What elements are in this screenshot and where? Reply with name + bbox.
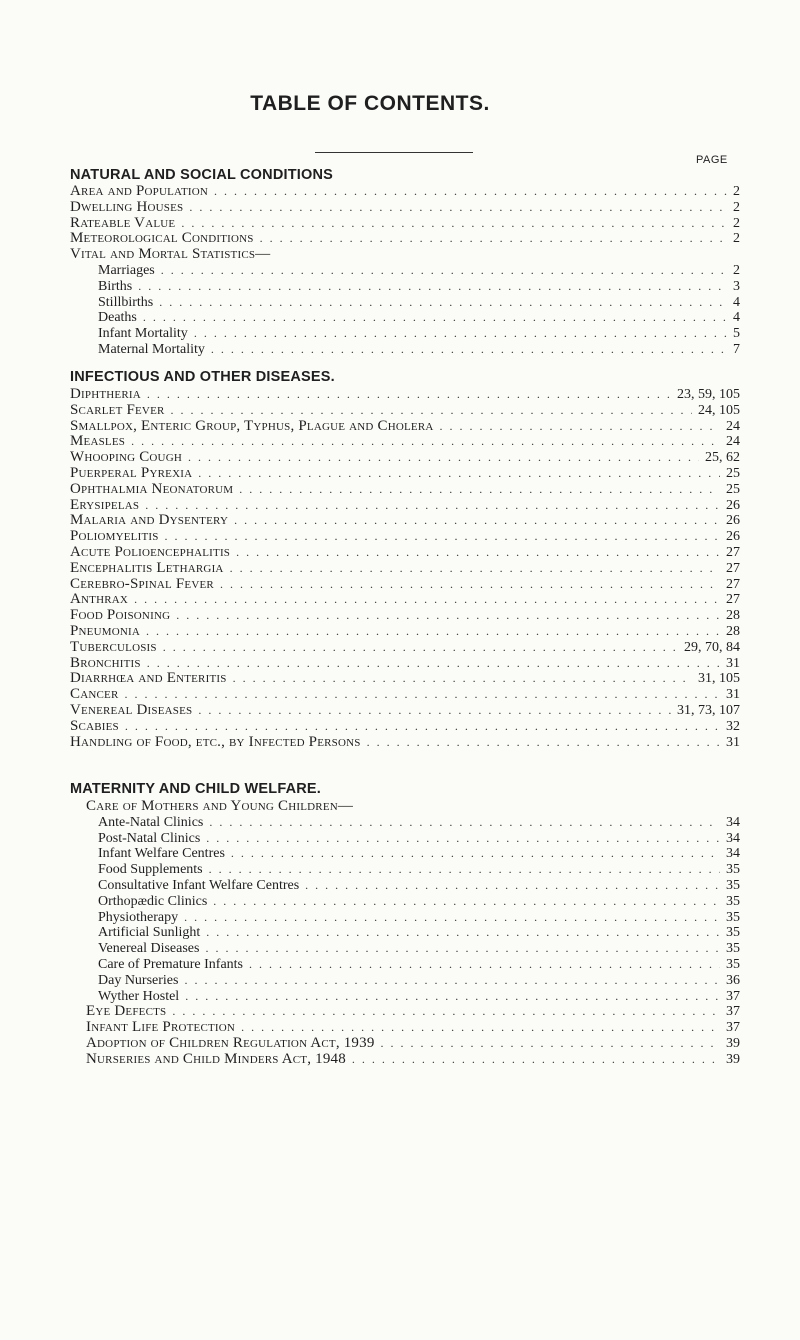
toc-entry[interactable] [70,184,740,200]
entry-page: 35 [726,956,740,972]
entry-page: 24, 105 [698,402,740,418]
entry-label: Rateable Value [70,214,176,231]
leader-dots [230,561,720,577]
section-infectious-diseases [70,368,740,750]
entry-label: Maternal Mortality [98,341,205,357]
toc-entry[interactable] [70,862,740,878]
entry-label: Anthrax [70,591,129,608]
toc-entry[interactable] [70,216,740,232]
page-column-label: PAGE [696,154,728,166]
entry-page: 37 [726,1020,740,1036]
entry-page: 2 [733,215,740,231]
entry-label: Cancer [70,686,119,703]
entry-label: Erysipelas [70,496,140,513]
toc-entry[interactable] [70,529,740,545]
entry-label: Scabies [70,717,119,734]
toc-entry[interactable] [70,925,740,941]
toc-entry[interactable] [70,703,740,719]
entry-page: 5 [733,326,740,342]
leader-dots [241,1020,720,1036]
entry-label: Artificial Sunlight [98,925,201,941]
entry-label: Venereal Diseases [70,701,193,718]
toc-entry[interactable] [70,263,740,279]
toc-entry[interactable] [70,342,740,358]
entry-page: 39 [726,1051,740,1067]
entry-label: Consultative Infant Welfare Centres [98,877,300,893]
toc-entry[interactable] [70,878,740,894]
leader-dots [249,957,720,973]
leader-dots [189,200,727,216]
entry-page: 31, 73, 107 [677,702,740,718]
toc-subheading [70,247,740,263]
toc-entry[interactable] [70,894,740,910]
toc-entry[interactable] [70,545,740,561]
leader-dots [147,656,720,672]
entry-page: 34 [726,830,740,846]
toc-entry[interactable] [70,434,740,450]
leader-dots [171,403,692,419]
entry-label: Encephalitis Lethargia [70,559,224,576]
section-natural-social-conditions [70,166,740,358]
leader-dots [143,310,727,326]
entry-label: Whooping Cough [70,449,182,466]
toc-entry[interactable] [70,640,740,656]
toc-subheading [70,799,740,815]
entry-page: 35 [726,941,740,957]
toc-entry[interactable] [70,656,740,672]
toc-entry[interactable] [70,403,740,419]
entry-page: 36 [726,972,740,988]
entry-page: 31 [726,687,740,703]
entry-label: Poliomyelitis [70,528,159,545]
leader-dots [239,482,720,498]
entry-page: 31 [726,734,740,750]
entry-label: Food Supplements [98,862,203,878]
toc-entry[interactable] [70,941,740,957]
entry-label: Food Poisoning [70,607,171,624]
leader-dots [220,577,720,593]
toc-entry[interactable] [70,846,740,862]
leader-dots [138,279,727,295]
leader-dots [440,419,720,435]
entry-page: 28 [726,623,740,639]
leader-dots [214,184,727,200]
entry-label: Marriages [98,262,155,278]
toc-entry[interactable] [70,671,740,687]
entry-page: 4 [733,310,740,326]
entry-page: 2 [733,199,740,215]
entry-page: 37 [726,988,740,1004]
entry-page: 29, 70, 84 [684,639,740,655]
entry-label: Stillbirths [98,294,154,310]
entry-label: Orthopædic Clinics [98,893,208,909]
toc-entry[interactable] [70,815,740,831]
entry-label: Infant Mortality [98,326,188,342]
entry-label: Smallpox, Enteric Group, Typhus, Plague and Cholera [70,417,434,434]
leader-dots [211,342,727,358]
toc-entry[interactable] [70,450,740,466]
leader-dots [352,1052,720,1068]
entry-page: 26 [726,497,740,513]
leader-dots [165,529,720,545]
entry-page: 32 [726,718,740,734]
leader-dots [234,513,720,529]
entry-page: 2 [733,231,740,247]
leader-dots [305,878,720,894]
entry-label: Births [98,278,133,294]
toc-entry[interactable] [70,279,740,295]
leader-dots [125,719,720,735]
entry-page: 35 [726,862,740,878]
entry-label: Measles [70,433,126,450]
section-maternity-child-welfare [70,780,740,1068]
toc-entry[interactable] [70,624,740,640]
toc-entry[interactable] [70,310,740,326]
leader-dots [367,735,720,751]
leader-dots [134,592,720,608]
entry-label: Diphtheria [70,386,141,402]
leader-dots [206,925,720,941]
toc-entry[interactable] [70,957,740,973]
toc-entry[interactable] [70,577,740,593]
toc-entry[interactable] [70,1004,740,1020]
toc-entry[interactable] [70,387,740,403]
leader-dots [198,703,671,719]
section-heading: MATERNITY AND CHILD WELFARE. [70,781,322,797]
toc-entry[interactable] [70,498,740,514]
leader-dots [176,608,720,624]
entry-label: Infant Welfare Centres [98,846,225,862]
entry-label: Scarlet Fever [70,401,165,418]
entry-page: 27 [726,544,740,560]
toc-entry[interactable] [70,482,740,498]
toc-entry[interactable] [70,910,740,926]
entry-page: 26 [726,529,740,545]
entry-label: Bronchitis [70,654,141,671]
entry-label: Care of Mothers and Young Children— [86,798,354,814]
entry-label: Ophthalmia Neonatorum [70,480,234,497]
entry-page: 35 [726,877,740,893]
toc-entry[interactable] [70,687,740,703]
entry-page: 24 [726,418,740,434]
leader-dots [205,941,720,957]
leader-dots [163,640,678,656]
entry-page: 3 [733,278,740,294]
toc-entry[interactable] [70,719,740,735]
toc-entry[interactable] [70,831,740,847]
leader-dots [125,687,721,703]
entry-label: Dwelling Houses [70,198,184,215]
toc-entry[interactable] [70,513,740,529]
entry-label: Acute Polioencephalitis [70,543,231,560]
leader-dots [209,862,720,878]
entry-page: 26 [726,513,740,529]
entry-label: Tuberculosis [70,638,157,655]
toc-entry[interactable] [70,231,740,247]
leader-dots [188,450,699,466]
entry-label: Deaths [98,310,137,326]
entry-label: Pneumonia [70,622,141,639]
entry-page: 34 [726,846,740,862]
toc-entry[interactable] [70,973,740,989]
entry-label: Puerperal Pyrexia [70,464,193,481]
leader-dots [146,624,720,640]
toc-entry[interactable] [70,592,740,608]
leader-dots [185,989,720,1005]
entry-label: Handling of Food, etc., by Infected Persons [70,733,361,750]
toc-entry[interactable] [70,1036,740,1052]
leader-dots [159,295,727,311]
entry-page: 35 [726,909,740,925]
entry-page: 7 [733,341,740,357]
toc-entry[interactable] [70,1020,740,1036]
entry-label: Eye Defects [86,1003,167,1020]
entry-page: 34 [726,814,740,830]
entry-page: 27 [726,560,740,576]
entry-page: 28 [726,608,740,624]
entry-label: Day Nurseries [98,972,179,988]
toc-entry[interactable] [70,326,740,342]
title-rule [315,152,473,153]
section-heading: INFECTIOUS AND OTHER DISEASES. [70,369,335,385]
toc-entry[interactable] [70,1052,740,1068]
entry-label: Physiotherapy [98,909,179,925]
leader-dots [260,231,727,247]
entry-label: Vital and Mortal Statistics— [70,246,271,263]
leader-dots [181,216,727,232]
entry-label: Wyther Hostel [98,988,180,1004]
entry-label: Adoption of Children Regulation Act, 1939 [86,1034,375,1051]
leader-dots [209,815,720,831]
entry-label: Ante-Natal Clinics [98,814,204,830]
entry-page: 4 [733,294,740,310]
leader-dots [233,671,692,687]
leader-dots [184,973,720,989]
entry-page: 31, 105 [698,671,740,687]
entry-label: Diarrhœa and Enteritis [70,670,227,687]
entry-label: Malaria and Dysentery [70,512,229,529]
toc-entry[interactable] [70,200,740,216]
leader-dots [131,434,720,450]
leader-dots [198,466,720,482]
entry-label: Venereal Diseases [98,941,200,957]
toc-entry[interactable] [70,608,740,624]
entry-page: 35 [726,925,740,941]
entry-page: 27 [726,592,740,608]
entry-page: 25 [726,481,740,497]
entry-label: Care of Premature Infants [98,956,243,972]
toc-entry[interactable] [70,561,740,577]
entry-label: Infant Life Protection [86,1019,236,1036]
entry-label: Area and Population [70,183,209,199]
page-title: TABLE OF CONTENTS. [250,92,490,115]
entry-page: 25, 62 [705,450,740,466]
leader-dots [231,846,720,862]
entry-page: 2 [733,262,740,278]
entry-page: 31 [726,655,740,671]
leader-dots [147,387,671,403]
entry-page: 39 [726,1035,740,1051]
leader-dots [194,326,727,342]
leader-dots [161,263,727,279]
leader-dots [236,545,720,561]
leader-dots [145,498,720,514]
entry-page: 35 [726,893,740,909]
leader-dots [213,894,720,910]
entry-page: 2 [733,184,740,199]
toc-entry[interactable] [70,466,740,482]
entry-label: Meteorological Conditions [70,230,254,247]
entry-page: 27 [726,576,740,592]
toc-entry[interactable] [70,419,740,435]
leader-dots [206,831,720,847]
leader-dots [184,910,720,926]
entry-page: 23, 59, 105 [677,387,740,402]
toc-entry[interactable] [70,735,740,751]
entry-label: Cerebro-Spinal Fever [70,575,214,592]
leader-dots [172,1004,720,1020]
leader-dots [381,1036,720,1052]
entry-page: 37 [726,1004,740,1020]
toc-entry[interactable] [70,295,740,311]
entry-label: Nurseries and Child Minders Act, 1948 [86,1050,346,1067]
entry-label: Post-Natal Clinics [98,830,201,846]
entry-page: 24 [726,434,740,450]
section-heading: NATURAL AND SOCIAL CONDITIONS [70,167,334,183]
toc-entry[interactable] [70,989,740,1005]
entry-page: 25 [726,465,740,481]
